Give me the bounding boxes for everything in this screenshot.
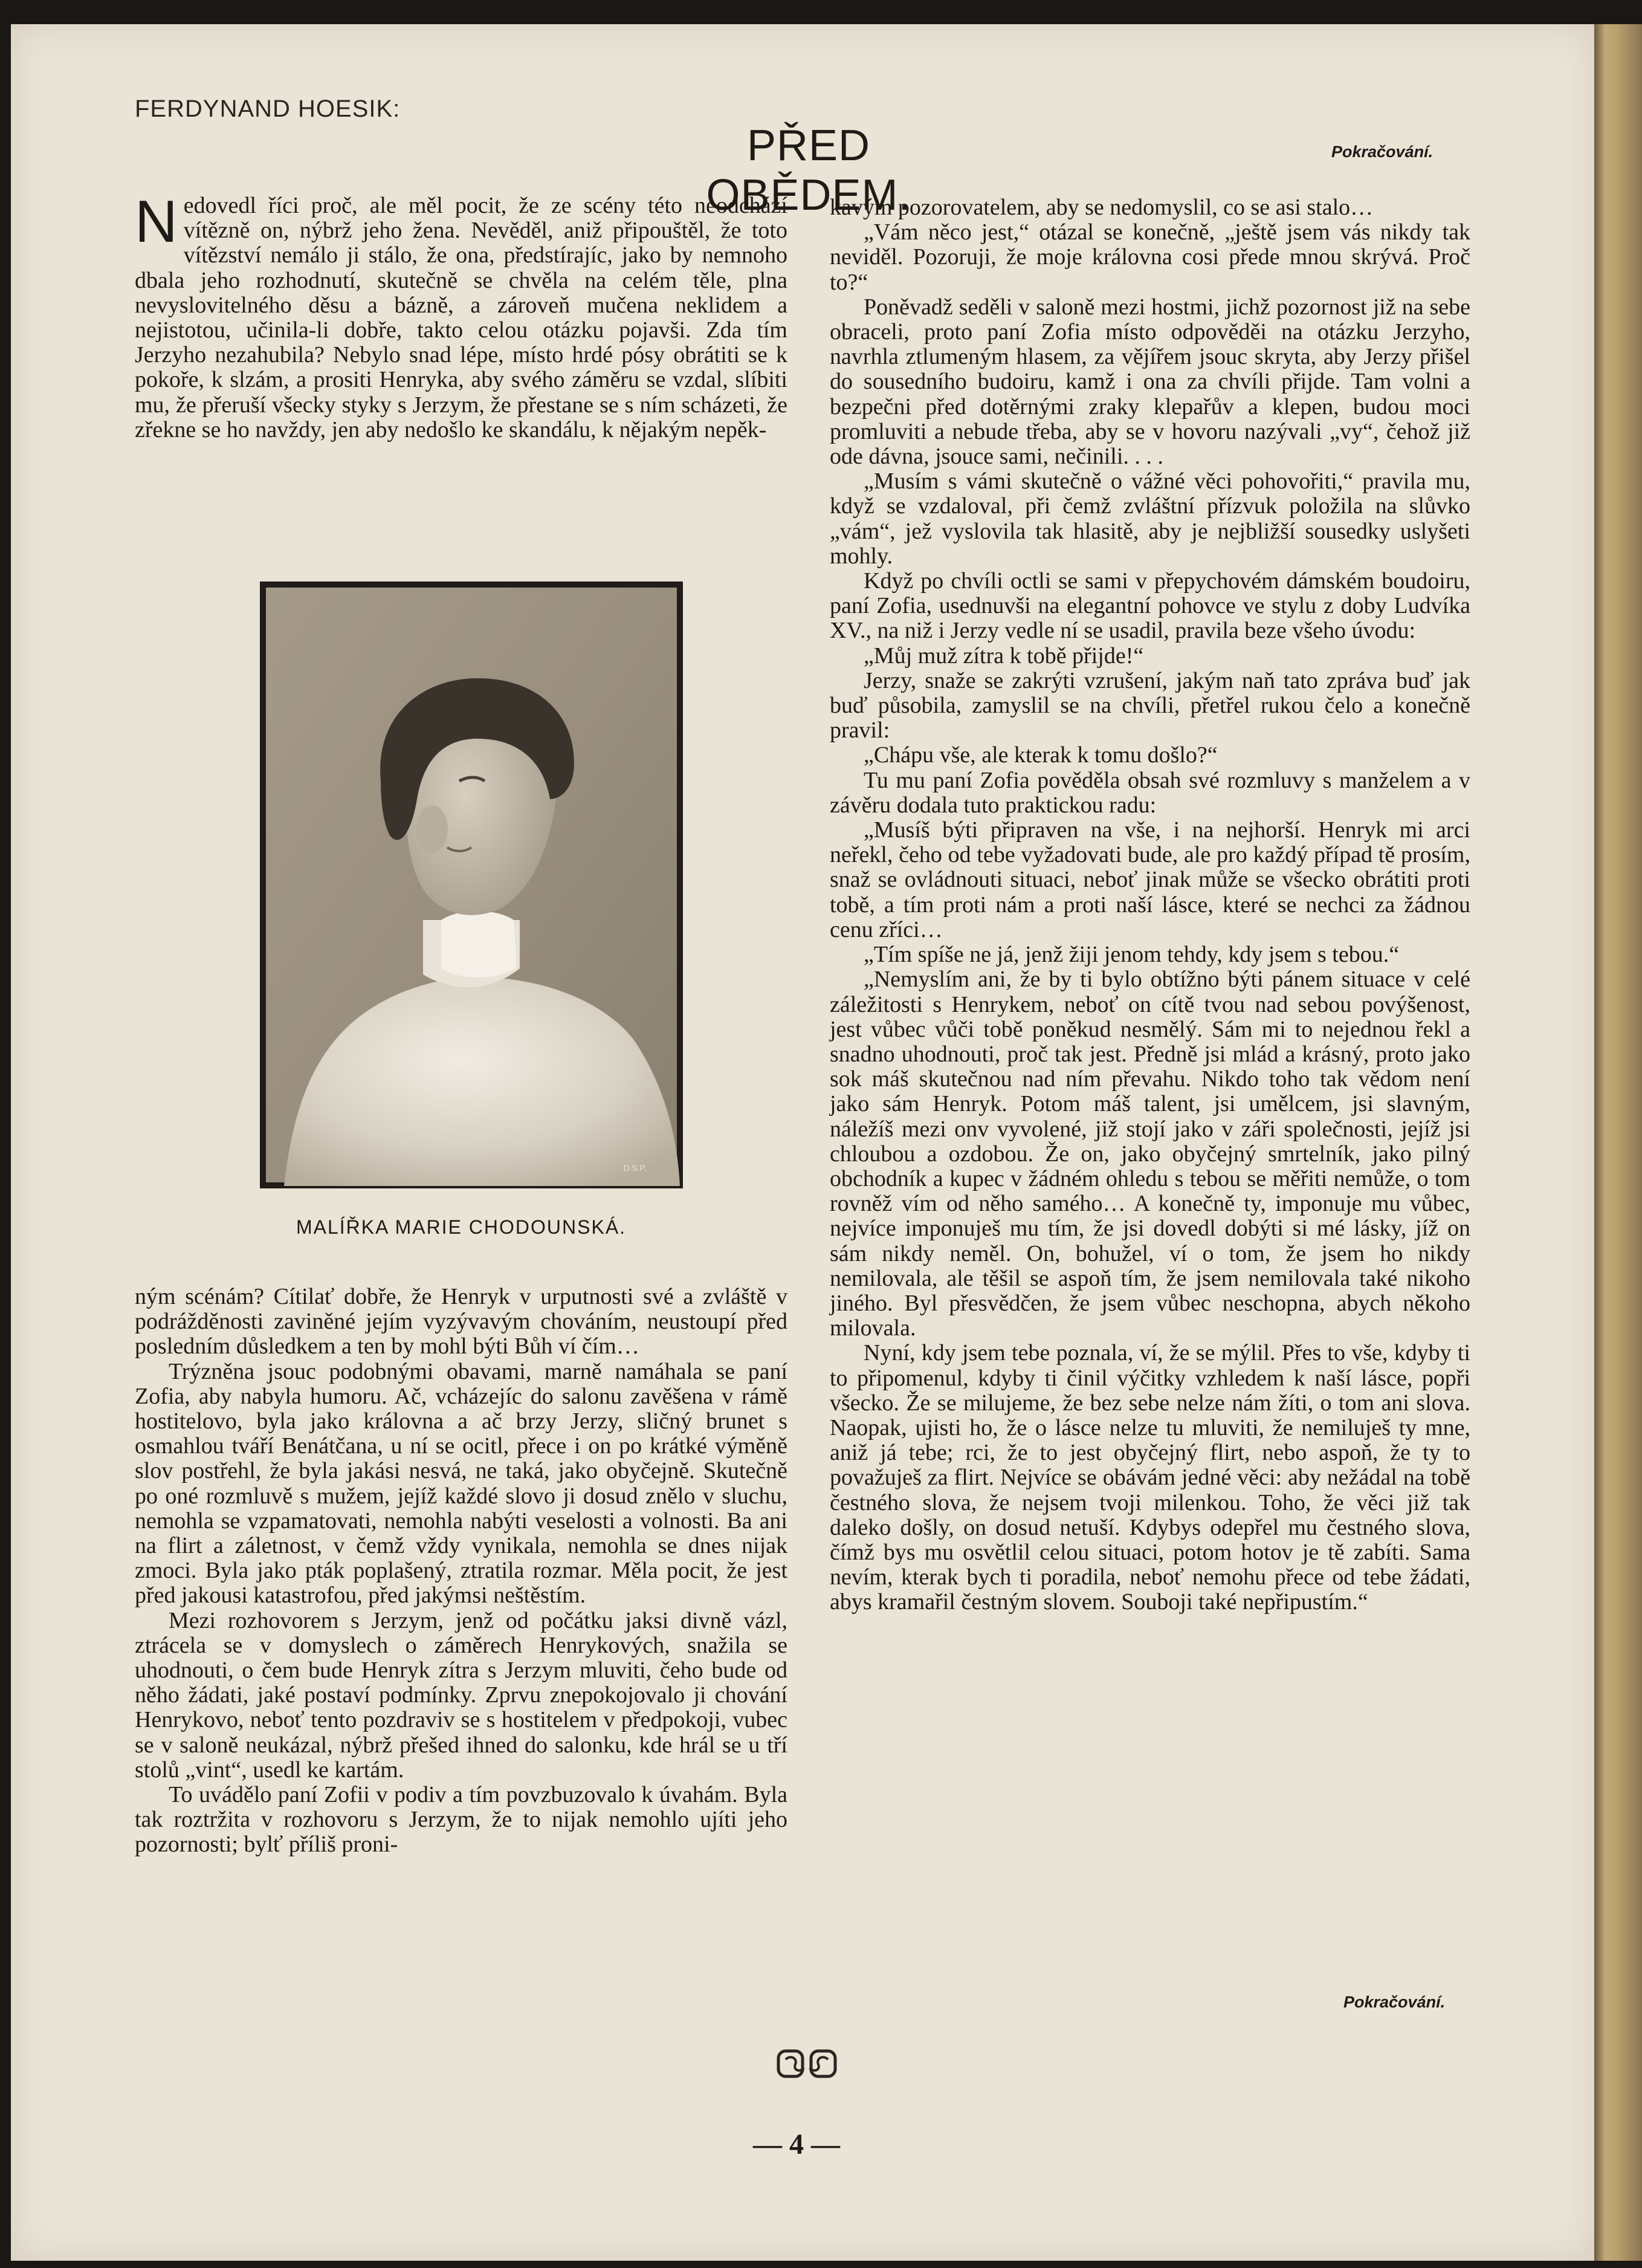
paragraph: Když po chvíli octli se sami v přepychovém dámském boudoiru, paní Zofia, usednuvši na elegantní pohovce ve stylu z doby Ludvíka XV., na niž i Jerzy vedle ní se usadil, pravila beze všeho úvodu: <box>830 568 1470 644</box>
left-column-top <box>135 188 787 442</box>
author-name: FERDYNAND HOESIK: <box>135 96 401 122</box>
binding-edge <box>1594 24 1642 2261</box>
paragraph: „Musím s vámi skutečně o vážné věci pohovořiti,“ pravila mu, když se vzdaloval, při čemž zvláštní přízvuk položila na slůvko „vám“, jež vyslovila tak hlasitě, aby je nejbližší sousedky uslyšeti mohly. <box>830 468 1470 569</box>
paragraph: „Musíš býti připraven na vše, i na nejhorší. Henryk mi arci neřekl, čeho od tebe vyžadovati bude, ale pro každý případ tě prosím, snaž se ovládnouti situaci, neboť jinak může se všecko obrátiti proti tobě, a tím proti nám a proti naší lásce, které se nechci za žádnou cenu zříci… <box>830 817 1470 942</box>
paragraph-text: edovedl říci proč, ale měl pocit, že ze scény této neodchází vítězně on, nýbrž jeho žena. Nevěděl, aniž připouštěl, že toto vítězství nemálo ji stálo, že ona, předstírajíc, jako by nemnoho dbala jeho rozhodnutí, skutečně se chvěla na celém těle, plna nevyslovitelného děsu a bázně, a zároveň mučena neklidem a nejistotou, učinila-li dobře, takto celou otázku pojavši. Zda tím Jerzyho nezahubila? Nebylo snad lépe, místo hrdé pósy obrátiti se k pokoře, k slzám, a prositi Henryka, aby svého záměru se vzdal, slíbiti mu, že přeruší všecky styky s Jerzym, že přestane se s ním scházeti, že zřekne se ho navždy, jen aby nedošlo ke skandálu, k nějakým nepěk- <box>135 193 787 442</box>
paragraph: Nyní, kdy jsem tebe poznala, ví, že se mýlil. Přes to vše, kdyby ti to připomenul, kdyby ti činil výčitky vzhledem k naší lásce, popři všecko. Že se milujeme, že bez sebe nelze nám žíti, o tom ani slova. Naopak, ujisti ho, že o lásce nelze tu mluviti, že nemiluješ ty mne, aniž já tebe; rci, že to jest obyčejný flirt, nebo aspoň, že ty to považuješ za flirt. Nejvíce se obávám jedné věci: aby nežádal na tobě čestného slova, že nejsem tvoji milenkou. Toho, že věci již tak daleko došly, on dosud netuší. Kdybys odepřel mu čestného slova, čímž bys mu osvětlil celou situaci, potom hotov je tě zabíti. Sama nevím, kterak bych ti poradila, neboť nemohu přece od tebe žádati, abys kramařil čestným slovem. Souboji také nepřipustím.“ <box>830 1340 1470 1615</box>
drop-cap: N <box>135 188 178 254</box>
paragraph: „Nemyslím ani, že by ti bylo obtížno býti pánem situace v celé záležitosti s Henrykem, neboť on cítě tvou nad sebou povýšenost, jest vůbec vůči tobě poněkud nesmělý. Sám mi to nejednou řekl a snadno uhodnouti, proč tak jest. Předně jsi mlád a krásný, proto jako sok máš skutečnou nad ním převahu. Nikdo toho tak vědom není jako sám Henryk. Potom máš talent, jsi umělcem, jsi slavným, náležíš mezi onv vyvolené, již stojí jako v záři společnosti, jejíž jsi chloubou a ozdobou. Že on, jako obyčejný smrtelník, jako pilný obchodník a kupec v žádném ohledu s tebou se měřiti nemůže, o tom rovněž vím od něho samého… A konečně ty, imponuje mu vůbec, nejvíce imponuješ mu tím, že jsi dovedl dobýti si mé lásky, jíž on sám nikdy neměl. On, bohužel, ví o tom, že jsem ho nikdy nemilovala, ale těšil se aspoň tím, že jsem nemilovala také nikoho jiného. Byl přesvědčen, že jsem vůbec neschopna, abych někoho milovala. <box>830 967 1470 1341</box>
left-column-bottom <box>135 1285 787 1858</box>
page-sheet <box>11 24 1594 2261</box>
article-title: PŘED OBĚDEM. <box>706 122 911 219</box>
photo-caption: MALÍŘKA MARIE CHODOUNSKÁ. <box>296 1216 627 1238</box>
portrait-photo <box>260 582 683 1188</box>
page <box>11 24 1594 2261</box>
paragraph: Jerzy, snaže se zakrýti vzrušení, jakým naň tato zpráva buď jak buď působila, zamyslil se na chvíli, přetřel rukou čelo a konečně pravil: <box>830 667 1470 744</box>
paragraph: ným scénám? Cítilať dobře, že Henryk v urputnosti své a zvláště v podrážděnosti zaviněné jejím vyzývavým chováním, neustoupí před posledním důsledkem a ten by mohl býti Bůh ví čím… <box>135 1284 787 1359</box>
paragraph: Poněvadž seděli v saloně mezi hostmi, jichž pozornost již na sebe obraceli, proto paní Zofia místo odpověděi na otázku Jerzyho, navrhla ztlumeným hlasem, za vějířem jsouc skryta, aby Jerzy přišel do sousedního budoiru, kamž i ona za chvíli přijde. Tam volni a bezpečni před dotěrnými zraky klepařův a klepen, budou moci promluviti a nebude třeba, aby se v hovoru nazývali „vy“, čehož již ode dávna, jsouce sami, nečinili. . . . <box>830 294 1470 470</box>
continued-label-top: Pokračování. <box>1331 143 1434 161</box>
photo-signature: D.S.P. <box>623 1163 647 1173</box>
interlaced-scroll-ornament-icon <box>774 2046 840 2085</box>
paragraph: „Můj muž zítra k tobě přijde!“ <box>864 643 1144 669</box>
portrait-image-icon <box>260 582 683 1188</box>
paragraph: To uvádělo paní Zofii v podiv a tím povzbuzovalo k úvahám. Byla tak roztržita v rozhovoru s Jerzym, že to nijak nemohlo ujíti jeho pozornosti; bylť příliš proni- <box>135 1782 787 1858</box>
page-number: — 4 — <box>753 2128 840 2160</box>
paragraph: Trýzněna jsouc podobnými obavami, marně namáhala se paní Zofia, aby nabyla humoru. Ač, vcházejíc do salonu zavěšena v rámě hostitelovo, byla jako královna a ač brzy Jerzy, sličný brunet s osmahlou tváří Benátčana, u ní se ocitl, přece i on po krátké výměně slov postřehl, že byla jakási nesvá, ne taká, jako obyčejně. Skutečně po oné rozmluvě s mužem, jejíž každé slovo ji dosud znělo v sluchu, nemohla se vzpamatovati, nemohla nabýti veselosti a volnosti. Ba ani na flirt a záletnost, v čemž vždy vynikala, nemohla se dnes nijak zmoci. Byla jako pták poplašený, ztratila rozmar. Měla pocit, že jest před jakousi katastrofou, před jakýmsi neštěstím. <box>135 1358 787 1609</box>
right-column <box>830 195 1470 1615</box>
paragraph: „Chápu vše, ale kterak k tomu došlo?“ <box>864 742 1218 768</box>
paragraph <box>135 188 787 442</box>
paragraph: Mezi rozhovorem s Jerzym, jenž od počátku jaksi divně vázl, ztrácela se v domyslech o záměrech Henrykových, snažila se uhodnouti, o čem bude Henryk zítra s Jerzym mluviti, čeho bude od něho žádati, jaké postaví podmínky. Zprvu znepokojovalo ji chování Henrykovo, neboť tento pozdraviv se s hostitelem v předpokoji, vubec se v saloně neukázal, nýbrž přešed ihned do salonku, kde hrál se u tří stolů „vint“, usedl ke kartám. <box>135 1607 787 1783</box>
continued-label-bottom: Pokračování. <box>1343 1993 1446 2011</box>
paragraph: kavým pozorovatelem, aby se nedomyslil, co se asi stalo… <box>830 195 1374 220</box>
paragraph: „Vám něco jest,“ otázal se konečně, „ještě jsem vás nikdy tak neviděl. Pozoruji, že moje královna cosi přede mnou skrývá. Proč to?“ <box>830 219 1470 295</box>
paragraph: Tu mu paní Zofia pověděla obsah své rozmluvy s manželem a v závěru dodala tuto praktickou radu: <box>830 767 1470 818</box>
paragraph: „Tím spíše ne já, jenž žiji jenom tehdy, kdy jsem s tebou.“ <box>864 942 1400 968</box>
